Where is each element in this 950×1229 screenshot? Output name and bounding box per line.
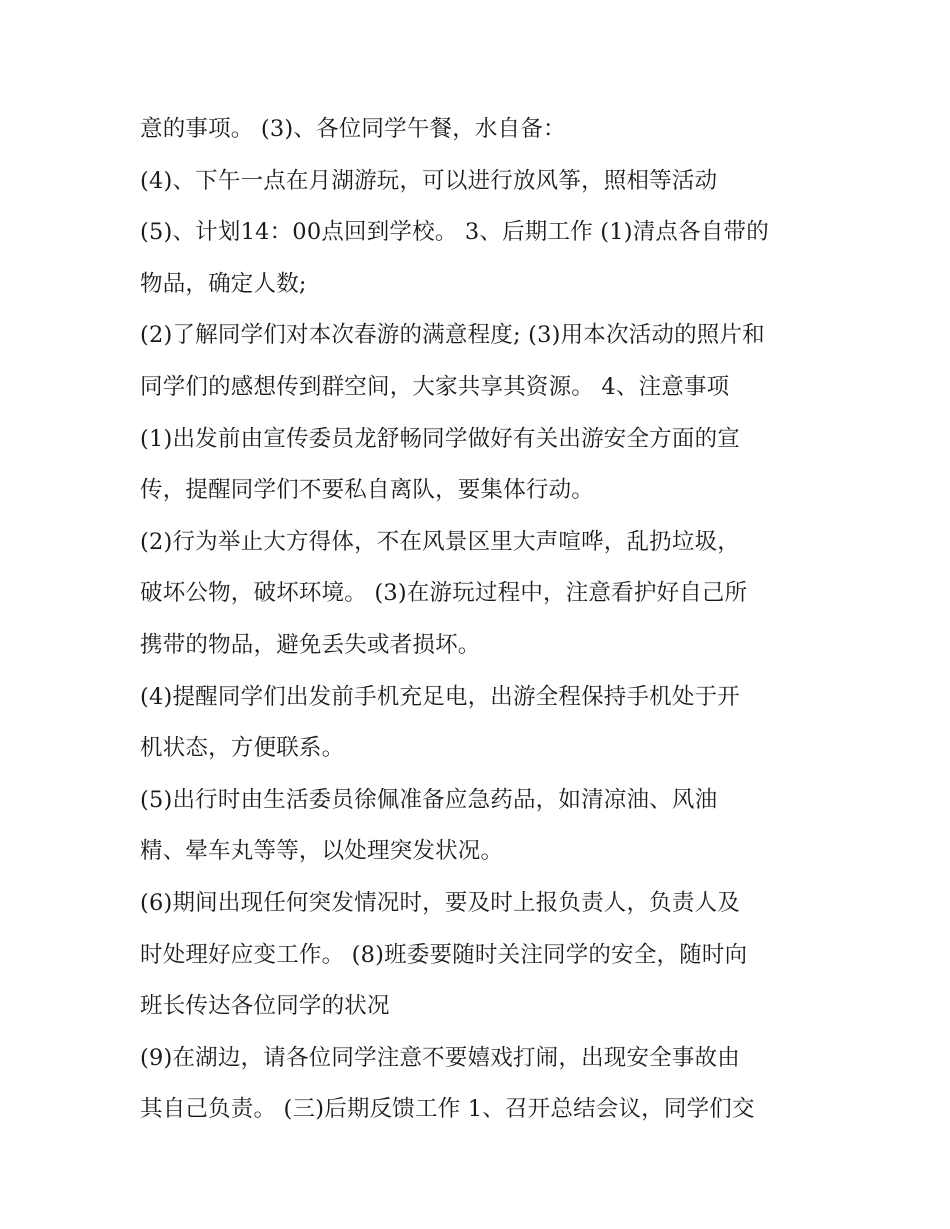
text-line: 其自己负责。 (三)后期反馈工作 1、召开总结会议，同学们交 [140,1096,755,1123]
text-line: (9)在湖边，请各位同学注意不要嬉戏打闹，出现安全事故由 [140,1044,740,1071]
text-line: 同学们的感想传到群空间，大家共享其资源。 4、注意事项 [140,373,730,400]
text-line: (5)出行时由生活委员徐佩准备应急药品，如清凉油、风油 [140,786,718,813]
text-line: (2)行为举止大方得体，不在风景区里大声喧哗，乱扔垃圾， [140,528,740,555]
text-line: 物品，确定人数; [140,270,307,297]
text-line: 机状态，方便联系。 [140,735,345,762]
text-line: (4)提醒同学们出发前手机充足电，出游全程保持手机处于开 [140,683,740,710]
text-line: 精、晕车丸等等，以处理突发状况。 [140,838,504,865]
text-line: (2)了解同学们对本次春游的满意程度; (3)用本次活动的照片和 [140,322,765,349]
text-line: 意的事项。 (3)、各位同学午餐，水自备： [140,116,566,142]
text-line: (6)期间出现任何突发情况时，要及时上报负责人，负责人及 [140,889,740,916]
text-line: (5)、计划14：00点回到学校。 3、后期工作 (1)清点各自带的 [140,219,769,246]
text-line: 时处理好应变工作。 (8)班委要随时关注同学的安全，随时向 [140,941,748,968]
text-line: 破坏公物，破坏环境。 (3)在游玩过程中，注意看护好自己所 [140,580,748,607]
text-line: 传，提醒同学们不要私自离队，要集体行动。 [140,477,595,504]
text-line: 携带的物品，避免丢失或者损坏。 [140,631,481,658]
body-text [140,104,830,1136]
text-line: (4)、下午一点在月湖游玩，可以进行放风筝，照相等活动 [140,167,718,194]
text-line: (1)出发前由宣传委员龙舒畅同学做好有关出游安全方面的宣 [140,425,740,452]
text-line: 班长传达各位同学的状况 [140,993,390,1020]
